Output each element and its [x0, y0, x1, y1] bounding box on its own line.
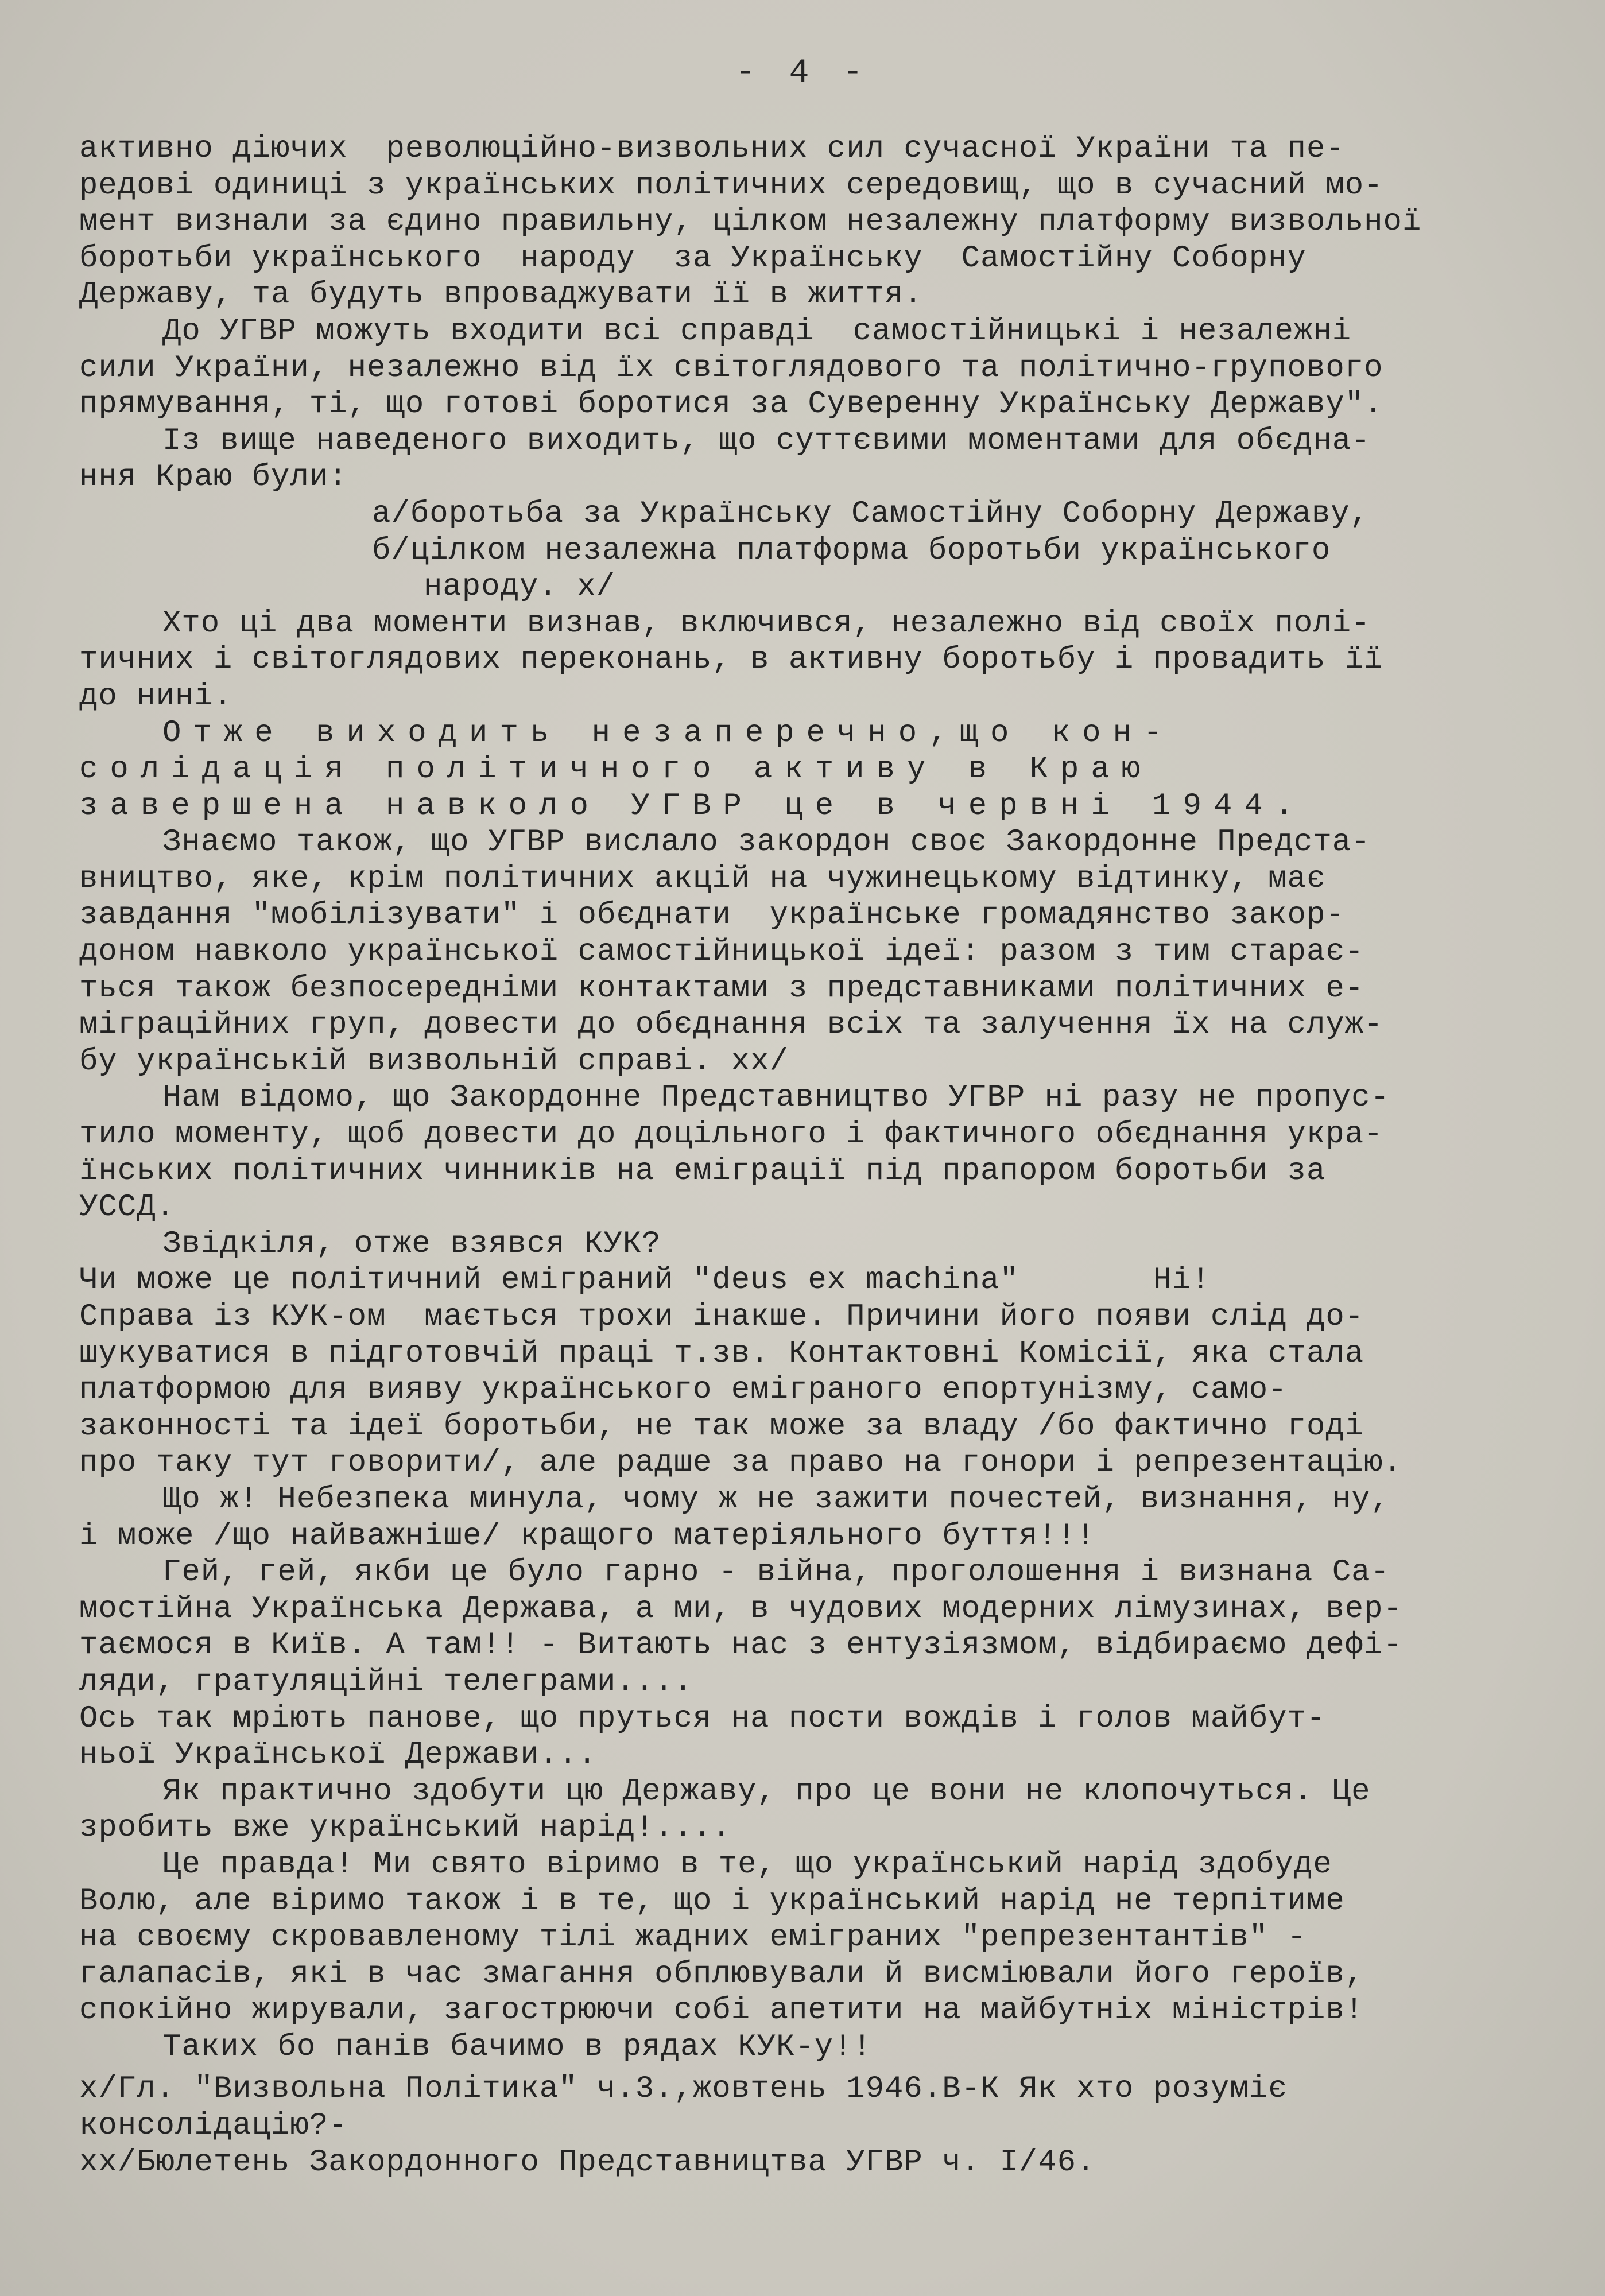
text-line: Волю, але віримо також і в те, що і український нарід не терпітиме [79, 1883, 1345, 1919]
text-line: солідація політичного активу в Краю [79, 752, 1153, 788]
text-line: доном навколо української самостійницької ідеї: разом з тим старає- [79, 934, 1364, 970]
text-line: платформою для вияву українського еміграного епортунізму, само- [79, 1372, 1288, 1408]
text-line: вництво, яке, крім політичних акцій на чужинецькому відтинку, має [79, 861, 1326, 897]
document-body [79, 131, 1526, 2181]
text-line: Це правда! Ми свято віримо в те, що український нарід здобуде [162, 1847, 1332, 1882]
text-line: тило моменту, щоб довести до доцільного і фактичного обєднання укра- [79, 1117, 1383, 1153]
text-line: про таку тут говорити/, але радше за право на гонори і репрезентацію. [79, 1445, 1402, 1481]
text-line: на своєму скровавленому тілі жадних еміграних "репрезентантів" - [79, 1920, 1307, 1956]
text-line: а/боротьба за Українську Самостійну Соборну Державу, [372, 496, 1370, 532]
text-line: Справа із КУК-ом мається трохи інакше. Причини його появи слід до- [79, 1300, 1364, 1335]
text-line: зробить вже український нарід!.... [79, 1810, 731, 1846]
text-line: ння Краю були: [79, 460, 348, 495]
text-line: ньої Української Держави... [79, 1737, 597, 1773]
text-line: ляди, гратуляційні телеграми.... [79, 1664, 693, 1700]
footnote-line: хх/Бюлетень Закордонного Представництва УГВР ч. І/46. [79, 2144, 1096, 2180]
text-line: спокійно жирували, загострюючи собі апетити на майбутніх міністрів! [79, 1993, 1364, 2029]
text-line: завершена навколо УГВР це в червні 1944. [79, 788, 1306, 824]
text-line: Чи може це політичний еміграний "deus ex machina" Ні! [79, 1263, 1211, 1298]
text-line: тичних і світоглядових переконань, в активну боротьбу і провадить її [79, 642, 1383, 678]
text-line: мент визнали за єдино правильну, цілком незалежну платформу визвольної [79, 204, 1422, 240]
text-line: Звідкіля, отже взявся КУК? [162, 1226, 661, 1262]
footnote-gap [79, 2065, 1526, 2071]
text-line: бу українській визвольній справі. хх/ [79, 1044, 789, 1079]
text-line: активно діючих революційно-визвольних сил сучасної України та пе- [79, 131, 1345, 166]
text-line: завдання "мобілізувати" і обєднати українське громадянство закор- [79, 898, 1345, 933]
text-line: Нам відомо, що Закордонне Представництво УГВР ні разу не пропус- [162, 1080, 1390, 1116]
text-line: Як практично здобути цю Державу, про це вони не клопочуться. Це [162, 1774, 1371, 1809]
text-line: Гей, гей, якби це було гарно - війна, проголошення і визнана Са- [162, 1555, 1390, 1591]
text-line: законності та ідеї боротьби, не так може за владу /бо фактично годі [79, 1409, 1364, 1444]
text-line: таємося в Київ. А там!! - Витають нас з ентузіязмом, відбираємо дефі- [79, 1628, 1402, 1663]
text-line: До УГВР можуть входити всі справді самостійницькі і незалежні [162, 313, 1352, 349]
text-line: Таких бо панів бачимо в рядах КУК-у!! [162, 2029, 872, 2065]
footnote-line: консолідацію?- [79, 2108, 348, 2144]
text-line: до нині. [79, 678, 233, 714]
text-line: редові одиниці з українських політичних середовищ, що в сучасний мо- [79, 168, 1383, 203]
text-line: мостійна Українська Держава, а ми, в чудових модерних лімузинах, вер- [79, 1591, 1402, 1627]
text-line: і може /що найважніше/ кращого матеріяльного буття!!! [79, 1518, 1096, 1554]
text-line: Із вище наведеного виходить, що суттєвими моментами для обєдна- [162, 423, 1371, 459]
text-line: УССД. [79, 1190, 176, 1225]
text-line: Знаємо також, що УГВР вислало закордон своє Закордонне Предста- [162, 825, 1371, 860]
text-line: їнських політичних чинників на еміграції під прапором боротьби за [79, 1153, 1326, 1189]
text-line: сили України, незалежно від їх світоглядового та політично-групового [79, 350, 1383, 386]
text-line: народу. х/ [424, 569, 616, 605]
text-line: прямування, ті, що готові боротися за Суверенну Українську Державу". [79, 387, 1383, 422]
text-line: Що ж! Небезпека минула, чому ж не зажити почестей, визнання, ну, [162, 1481, 1390, 1517]
page-number: - 4 - [735, 55, 870, 92]
text-line: Ось так мріють панове, що пруться на пости вождів і голов майбут- [79, 1701, 1326, 1736]
text-line: шукуватися в підготовчій праці т.зв. Контактовні Комісії, яка стала [79, 1336, 1364, 1371]
text-line: Отже виходить незаперечно,що кон- [162, 715, 1174, 751]
text-line: б/цілком незалежна платформа боротьби українського [372, 533, 1331, 568]
footnote-line: х/Гл. "Визвольна Політика" ч.3.,жовтень 1946.В-К Як хто розуміє [79, 2072, 1288, 2107]
text-line: Хто ці два моменти визнав, включився, незалежно від своїх полі- [162, 606, 1371, 641]
text-line: міграційних груп, довести до обєднання всіх та залучення їх на служ- [79, 1007, 1383, 1043]
text-line: ться також безпосередніми контактами з представниками політичних е- [79, 971, 1364, 1006]
text-line: Державу, та будуть впроваджувати її в життя. [79, 277, 923, 313]
text-line: боротьби українського народу за Українську Самостійну Соборну [79, 241, 1307, 276]
text-line: галапасів, які в час змагання обплювували й висміювали його героїв, [79, 1956, 1364, 1992]
